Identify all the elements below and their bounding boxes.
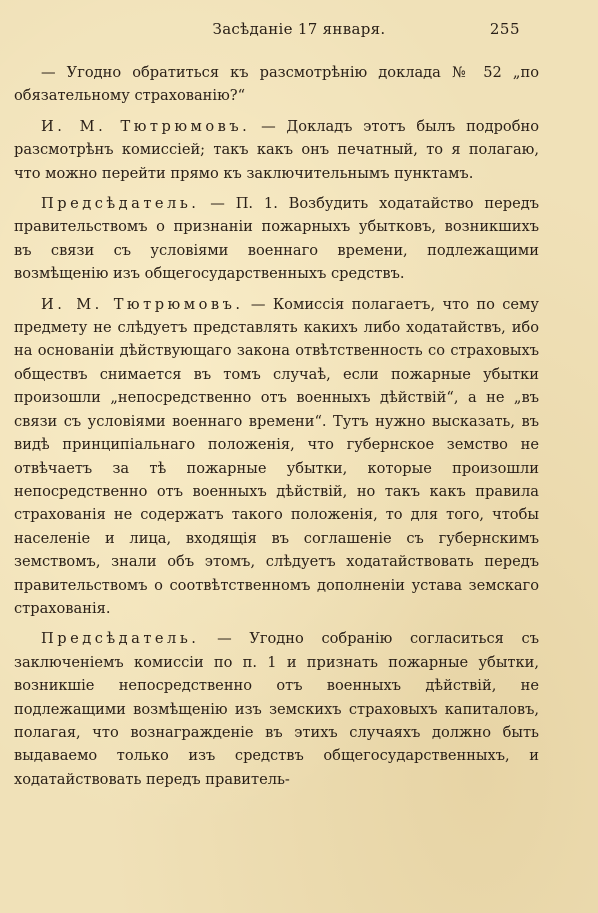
body-text — [14, 61, 539, 798]
paragraph — [14, 61, 539, 108]
paragraph — [14, 293, 539, 621]
paragraph — [14, 192, 539, 286]
paragraph-text: — П. 1. Возбудить ходатайство передъ правительствомъ о признаніи пожарныхъ убытковъ, возникшихъ въ связи съ условіями военнаго времени, подлежащими возмѣщенію изъ общегосударственныхъ средствъ. — [14, 195, 539, 283]
speaker-name: Предсѣдатель. — [41, 195, 200, 213]
paragraph — [14, 115, 539, 185]
speaker-name: Предсѣдатель. — [41, 630, 200, 648]
paragraph-text: — Угодно собранію согласиться съ заключеніемъ комиссіи по п. 1 и признать пожарные убытки, возникшіе непосредственно отъ военныхъ дѣйствій, не подлежащими возмѣщенію изъ земскихъ страховыхъ капиталовъ, полагая, что вознагражденіе въ этихъ случаяхъ должно быть выдаваемо только изъ средствъ общегосударственныхъ, и ходатайствовать передъ правитель- — [14, 630, 539, 788]
paragraph — [14, 627, 539, 791]
page-header — [0, 20, 598, 44]
paragraph-text: — Угодно обратиться къ разсмотрѣнію доклада № 52 „по обязательному страхованію?“ — [14, 64, 539, 105]
running-title: Засѣданіе 17 января. — [212, 20, 386, 38]
speaker-name: И. М. Тютрюмовъ. — [41, 117, 251, 135]
speaker-name: И. М. Тютрюмовъ. — [41, 295, 244, 313]
paragraph-text: — Докладъ этотъ былъ подробно разсмотрѣнъ комиссіей; такъ какъ онъ печатный, то я полагаю, что можно перейти прямо къ заключительнымъ пунктамъ. — [14, 117, 539, 182]
paragraph-text: — Комиссія полагаетъ, что по сему предмету не слѣдуетъ представлять какихъ либо ходатайствъ, ибо на основаніи дѣйствующаго закона отвѣтственность со страховыхъ обществъ снимается въ томъ случаѣ, если пожарные убытки произошли „непосредственно отъ военныхъ дѣйствій“, а не „въ связи съ условіями военнаго времени“. Тутъ нужно высказать, въ видѣ принципіальнаго положенія, что губернское земство не отвѣчаетъ за тѣ пожарные убытки, которые произошли непосредственно отъ военныхъ дѣйствій, но такъ какъ правила страхованія не содержатъ такого положенія, то для того, чтобы населеніе и лица, входящія въ соглашеніе съ губернскимъ земствомъ, знали объ этомъ, слѣдуетъ ходатайствовать передъ правительствомъ о соотвѣтственномъ дополненіи устава земскаго страхованія. — [14, 295, 539, 617]
page-number: 255 — [489, 20, 520, 38]
